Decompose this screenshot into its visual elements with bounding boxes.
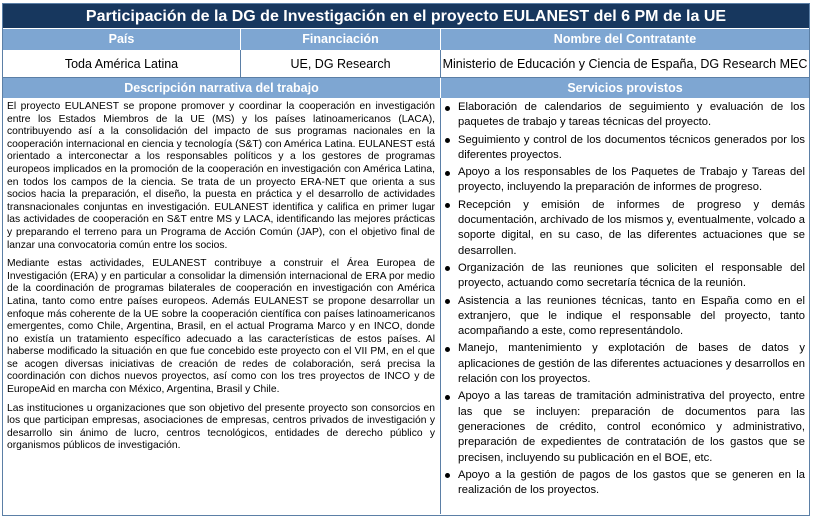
values-row (3, 50, 809, 78)
service-text: Seguimiento y control de los documentos técnicos generados por los diferentes proyectos. (458, 133, 805, 161)
bullet-icon (445, 203, 450, 208)
header-servicios: Servicios provistos (441, 78, 809, 98)
description-paragraph: El proyecto EULANEST se propone promover y coordinar la cooperación en investigación entre los Estados Miembros de la UE (MS) y los países latinoamericanos (LACA), contribuyendo así a la consolidación del impacto de sus programas nacionales en la cooperación internacional en ciencia y tecnología (S&T) con América Latina. EULANEST está orientado a interconectar a los responsables políticos y a los gestores de programas europeos implicados en la promoción de la cooperación en investigación con América Latina, en todos los campos de la ciencia. Se trata de un proyecto ERA-NET que orienta a sus socios hacia la preparación, el diseño, la puesta en práctica y el desarrollo de actividades transnacionales conjuntas en investigación. EULANEST identifica y califica en primer lugar las actividades de cooperación en S&T entre MS y LACA, identificando las mejores prácticas y preparando el terreno para un Programa de Acción Común (JAP), con el objetivo final de lanzar una convocatoria común entre los socios. (7, 101, 435, 251)
services-cell (441, 98, 809, 514)
description-paragraph: Las instituciones u organizaciones que son objetivo del presente proyecto son consorcios en los que participan empresas, asociaciones de empresas, centros privados de investigación y desarrollo sin ánimo de lucro, centros tecnológicos, entidades de derecho público y organismos públicos de investigación. (7, 402, 435, 452)
bullet-icon (445, 138, 450, 143)
header-descripcion: Descripción narrativa del trabajo (3, 78, 441, 98)
project-table (2, 3, 810, 516)
bullet-icon (445, 106, 450, 111)
bullet-icon (445, 473, 450, 478)
section-header-row (3, 78, 809, 98)
service-item (441, 294, 805, 340)
bullet-icon (445, 299, 450, 304)
service-item (441, 100, 805, 131)
bullet-icon (445, 347, 450, 352)
service-item (441, 389, 805, 465)
value-contratante: Ministerio de Educación y Ciencia de España, DG Research MEC (442, 57, 808, 71)
value-financiacion: UE, DG Research (241, 50, 441, 77)
bullet-icon (445, 171, 450, 176)
services-list (441, 100, 805, 498)
service-text: Elaboración de calendarios de seguimiento y evaluación de los paquetes de trabajo y tareas técnicas del proyecto. (458, 101, 805, 129)
service-item (441, 468, 805, 499)
description-paragraph: Mediante estas actividades, EULANEST contribuye a construir el Área Europea de Investigación (ERA) y en particular a consolidar la dimensión internacional de ERA por medio de la coordinación de programas bilaterales de cooperación en investigación con América Latina, tanto como entre países europeos. Además EULANEST se propone desarrollar un enfoque más coherente de la UE sobre la cooperación científica con países latinoamericanos emergentes, como Chile, Argentina, Brasil, en el actual Programa Marco y en INCO, donde no existía un tratamiento específico adecuado a las características de estos países. Al haberse modificado la situación en que fue concebido este proyecto con el VII PM, en el que se acogen diversas iniciativas de creación de redes de colaboración, será precisa la coordinación con dichos nuevos proyectos, así como con los tres proyectos de INCO y de EuropeAid en marcha con México, Argentina, Brasil y Chile. (7, 258, 435, 396)
service-item (441, 133, 805, 164)
service-item (441, 165, 805, 196)
table-title: Participación de la DG de Investigación en el proyecto EULANEST del 6 PM de la UE (3, 4, 809, 29)
body-row (3, 98, 809, 514)
service-text: Manejo, mantenimiento y explotación de bases de datos y aplicaciones de gestión de las diferentes actuaciones y desarrollos en relación con los proyectos. (458, 342, 805, 386)
service-text: Apoyo a los responsables de los Paquetes de Trabajo y Tareas del proyecto, incluyendo la preparación de informes de progreso. (458, 166, 805, 194)
service-text: Apoyo a las tareas de tramitación administrativa del proyecto, entre las que se incluyen: preparación de documentos para las generaciones de crédito, control económico y administrativo, preparación de expedientes de contratación de los gastos que se precisen, incluyendo su publicación en el BOE, etc. (458, 390, 805, 464)
service-item (441, 341, 805, 387)
service-item (441, 198, 805, 259)
value-pais: Toda América Latina (3, 50, 241, 77)
header-pais: País (3, 29, 241, 50)
service-text: Asistencia a las reuniones técnicas, tanto en España como en el extranjero, que le indique el responsable del proyecto, tanto acompañando a este, como representándolo. (458, 294, 805, 338)
service-text: Recepción y emisión de informes de progreso y demás documentación, archivado de los mismos y, eventualmente, volcado a soporte digital, en su caso, de las diferentes actuaciones que se desarrollen. (458, 198, 805, 257)
service-item (441, 261, 805, 292)
bullet-icon (445, 266, 450, 271)
service-text: Organización de las reuniones que soliciten el responsable del proyecto, actuando como secretaría técnica de la reunión. (458, 261, 805, 290)
service-text: Apoyo a la gestión de pagos de los gastos que se generen en la realización de los proyectos. (458, 468, 805, 497)
header-contratante: Nombre del Contratante (441, 29, 809, 50)
description-cell (3, 98, 441, 514)
bullet-icon (445, 395, 450, 400)
header-financiacion: Financiación (241, 29, 441, 50)
header-row (3, 29, 809, 50)
